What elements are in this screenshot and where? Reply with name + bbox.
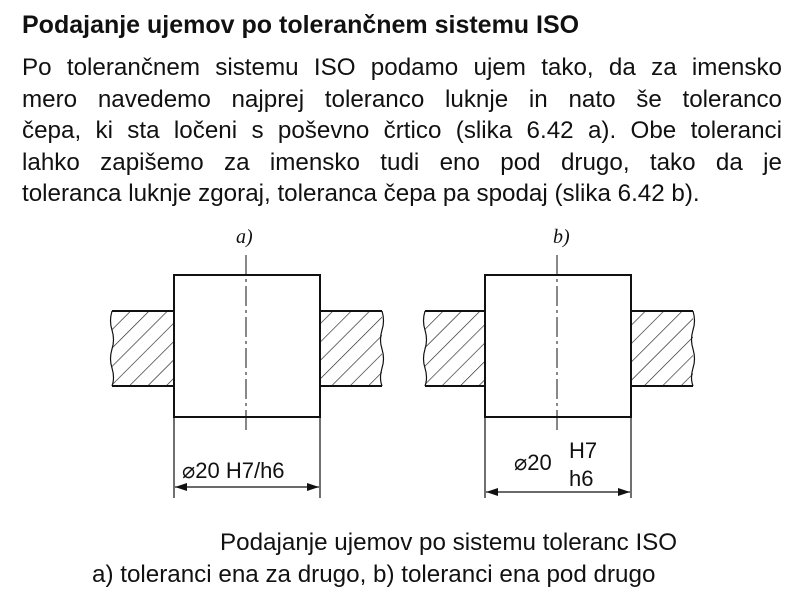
paragraph-line: Po tolerančnem sistemu ISO podamo ujem tako, da za imensko bbox=[22, 54, 782, 81]
dimension-diameter-b: ⌀20 bbox=[514, 450, 552, 475]
shaft-tolerance-b: h6 bbox=[569, 466, 594, 491]
dimension-text-a: ⌀20 H7/h6 bbox=[182, 458, 285, 483]
housing-left-a bbox=[112, 311, 174, 386]
figure-b-label: b) bbox=[553, 226, 570, 248]
figure-b bbox=[424, 226, 695, 498]
figure-caption-subtitle: a) toleranci ena za drugo, b) toleranci ena pod drugo bbox=[92, 561, 656, 588]
shaft-a bbox=[174, 275, 320, 417]
paragraph-line: toleranca luknje zgoraj, toleranca čepa pa spodaj (slika 6.42 b). bbox=[22, 180, 700, 207]
paragraph-line: čepa, ki sta ločeni s poševno črtico (slika 6.42 a). Obe toleranci bbox=[22, 117, 782, 144]
figure-a-label: a) bbox=[236, 226, 253, 248]
housing-right-b bbox=[631, 311, 693, 386]
section-heading: Podajanje ujemov po tolerančnem sistemu ISO bbox=[22, 11, 580, 39]
hole-tolerance-b: H7 bbox=[569, 438, 598, 463]
paragraph-line: lahko zapišemo za imensko tudi eno pod drugo, tako da je bbox=[22, 148, 782, 176]
figure-caption-title: Podajanje ujemov po sistemu toleranc ISO bbox=[220, 529, 678, 556]
housing-left-b bbox=[425, 311, 485, 386]
figure-a bbox=[111, 226, 384, 498]
paragraph-line: mero navedemo najprej toleranco luknje in nato še toleranco bbox=[22, 85, 782, 113]
shaft-b bbox=[485, 275, 631, 417]
housing-right-a bbox=[320, 311, 382, 386]
